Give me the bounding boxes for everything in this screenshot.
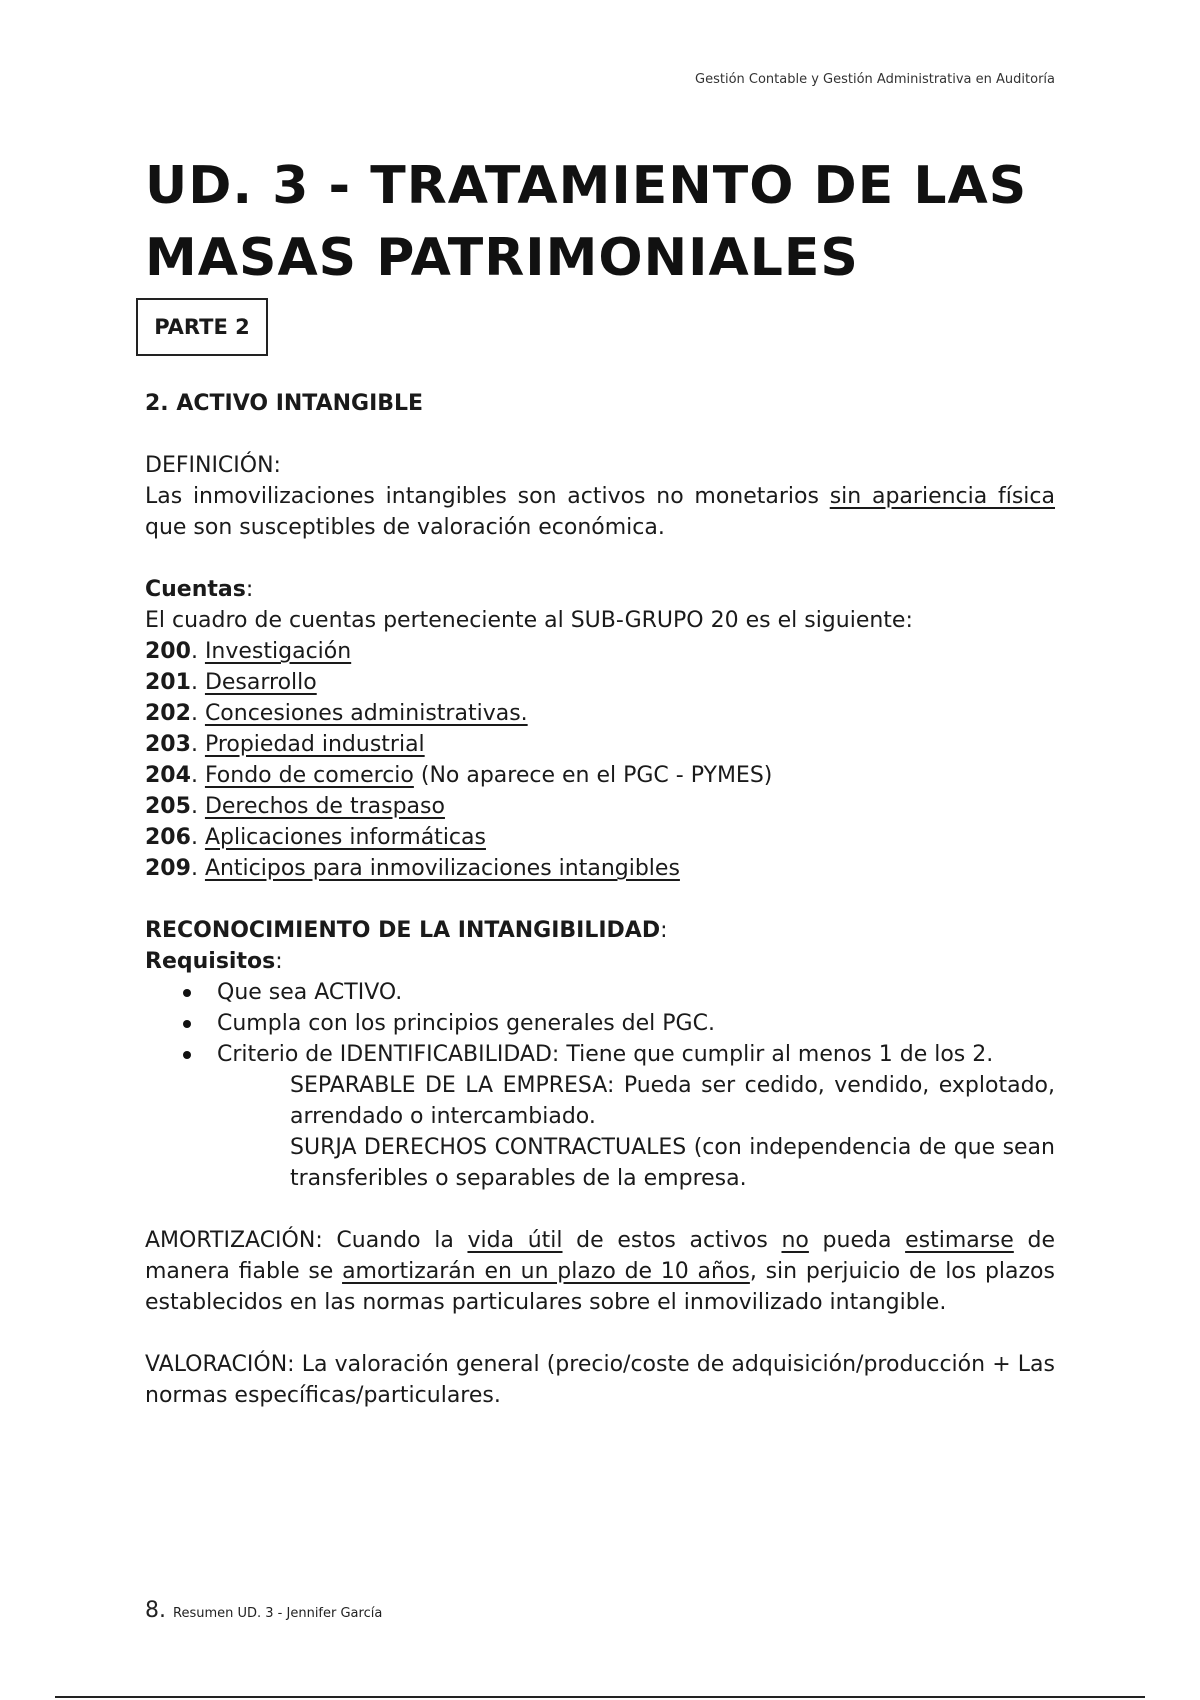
section-title: 2. ACTIVO INTANGIBLE xyxy=(145,391,424,416)
criterio-separable: SEPARABLE DE LA EMPRESA: Pueda ser cedido, vendido, explotado, arrendado o intercambiado. xyxy=(290,1073,1055,1129)
definicion-underline: sin apariencia física xyxy=(829,484,1055,509)
parte-label: PARTE 2 xyxy=(154,315,250,339)
list-item: Que sea ACTIVO. xyxy=(217,977,1055,1008)
list-item: 200. Investigación xyxy=(145,639,352,664)
requisitos-list xyxy=(145,977,1055,1070)
list-item: 209. Anticipos para inmovilizaciones intangibles xyxy=(145,856,680,881)
page-number: 8. xyxy=(145,1598,166,1623)
valoracion-text: VALORACIÓN: La valoración general (precio/coste de adquisición/producción + Las normas específicas/particulares. xyxy=(145,1352,1055,1408)
list-item: 203. Propiedad industrial xyxy=(145,732,425,757)
definicion-label: DEFINICIÓN: xyxy=(145,453,281,478)
definicion-text: Las inmovilizaciones intangibles son activos no monetarios sin apariencia física que son susceptibles de valoración económica. xyxy=(145,484,1055,540)
footer-text: Resumen UD. 3 - Jennifer García xyxy=(173,1606,383,1621)
parte-label-box xyxy=(136,298,268,356)
title-line-1: UD. 3 - TRATAMIENTO DE LAS xyxy=(145,156,1028,216)
criterio-contractual: SURJA DERECHOS CONTRACTUALES (con independencia de que sean transferibles o separables de la empresa. xyxy=(290,1135,1055,1191)
reconocimiento-title: RECONOCIMIENTO DE LA INTANGIBILIDAD: xyxy=(145,918,668,943)
list-item: 204. Fondo de comercio (No aparece en el PGC - PYMES) xyxy=(145,763,773,788)
cuentas-list xyxy=(145,636,1055,884)
list-item: 206. Aplicaciones informáticas xyxy=(145,825,486,850)
list-item: 202. Concesiones administrativas. xyxy=(145,701,528,726)
bottom-divider xyxy=(55,1696,1145,1698)
cuentas-label: Cuentas: xyxy=(145,577,254,602)
amortizacion-text: AMORTIZACIÓN: Cuando la vida útil de estos activos no pueda estimarse de manera fiable se amortizarán en un plazo de 10 años, sin perjuicio de los plazos establecidos en las normas particulares sobre el inmovilizado intangible. xyxy=(145,1228,1055,1315)
requisitos-label: Requisitos: xyxy=(145,949,283,974)
list-item: 205. Derechos de traspaso xyxy=(145,794,445,819)
title-line-2: MASAS PATRIMONIALES xyxy=(145,228,859,288)
list-item: Criterio de IDENTIFICABILIDAD: Tiene que cumplir al menos 1 de los 2. xyxy=(217,1039,1055,1070)
page-footer xyxy=(145,1598,382,1623)
document-content xyxy=(145,150,1055,1408)
page-header: Gestión Contable y Gestión Administrativa en Auditoría xyxy=(695,72,1055,87)
list-item: Cumpla con los principios generales del PGC. xyxy=(217,1008,1055,1039)
cuentas-intro: El cuadro de cuentas perteneciente al SUB-GRUPO 20 es el siguiente: xyxy=(145,608,913,633)
body-text xyxy=(145,388,1055,1411)
document-title xyxy=(145,150,1055,294)
list-item: 201. Desarrollo xyxy=(145,670,317,695)
